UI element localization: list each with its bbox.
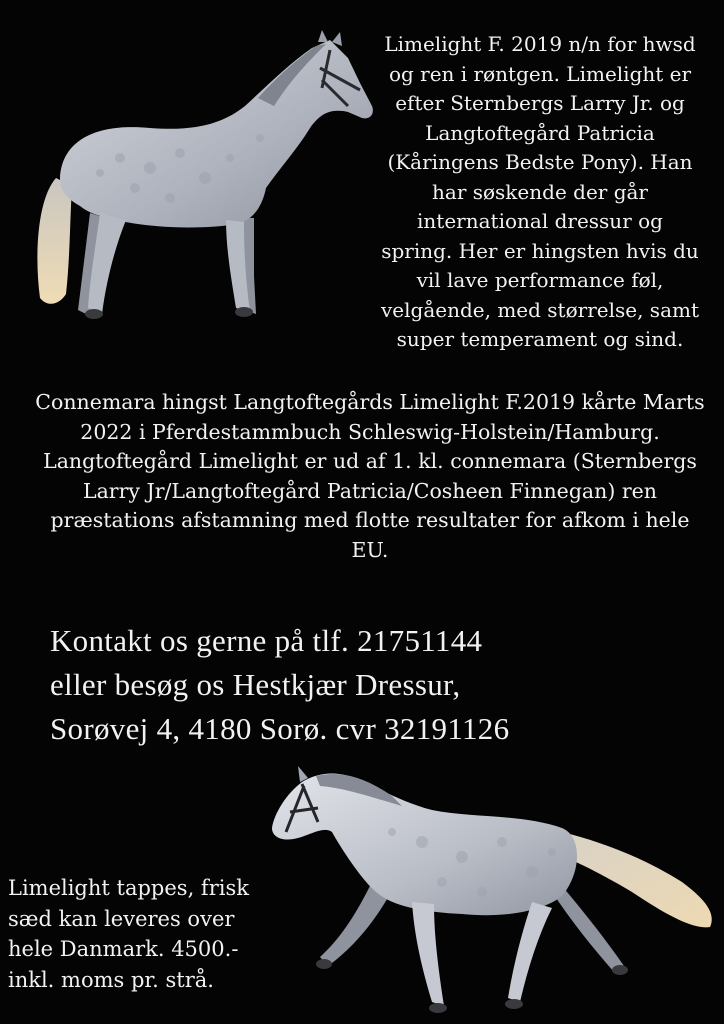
- sale-line-4: inkl. moms pr. strå.: [8, 967, 214, 992]
- trotting-horse-photo: [262, 762, 724, 1024]
- sale-line-2: sæd kan leveres over: [8, 906, 235, 931]
- sale-line-1: Limelight tappes, frisk: [8, 876, 249, 900]
- contact-visit-line: eller besøg os Hestkjær Dressur,: [50, 667, 461, 702]
- stallion-pedigree-text: Connemara hingst Langtoftegårds Limelight F.2019 kårte Marts 2022 i Pferdestammbuch Schleswig-Holstein/Hamburg. Langtoftegård Limelight er ud af 1. kl. connemara (Sternbergs Larry Jr/Langtoftegård Patricia/Cosheen Finnegan) ren præstations afstamning med flotte resultater for afkom i hele EU.: [35, 390, 705, 562]
- contact-info: [50, 619, 720, 751]
- stallion-intro-text: Limelight F. 2019 n/n for hwsd og ren i røntgen. Limelight er efter Sternbergs Larry Jr. og Langtoftegård Patricia (Kåringens Bedste Pony). Han har søskende der går international dressur og spring. Her er hingsten hvis du vil lave performance føl, velgående, med størrelse, samt super temperament og sind.: [381, 32, 699, 351]
- standing-horse-photo: [30, 28, 380, 328]
- semen-sale-info: [8, 873, 308, 995]
- contact-address-line: Sorøvej 4, 4180 Sorø. cvr 32191126: [50, 711, 510, 746]
- contact-phone-line: Kontakt os gerne på tlf. 21751144: [50, 623, 483, 658]
- sale-line-3: hele Danmark. 4500.-: [8, 937, 239, 961]
